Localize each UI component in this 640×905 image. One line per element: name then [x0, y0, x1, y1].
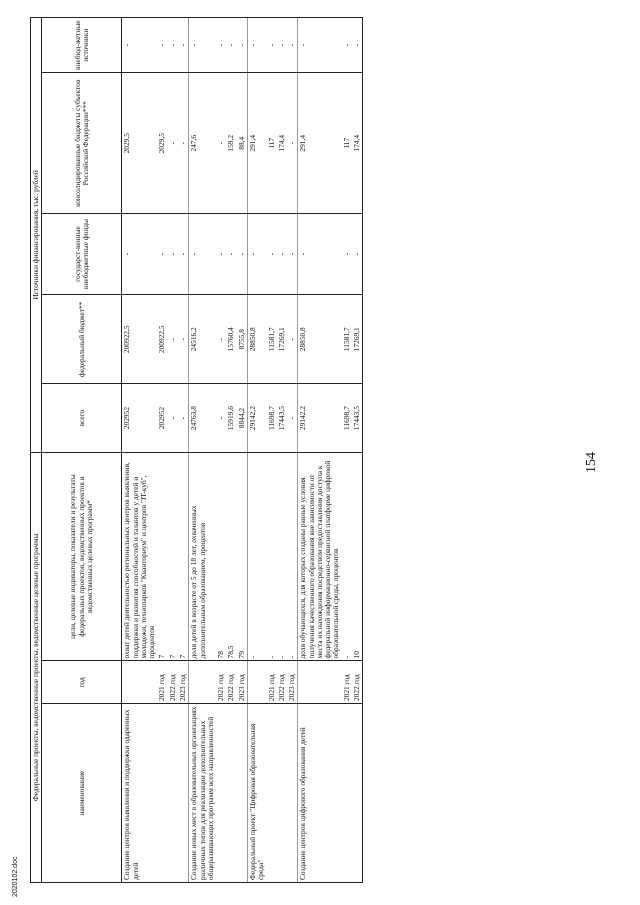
cell-name	[157, 704, 167, 883]
cell-federal: -	[178, 295, 189, 384]
cell-federal: 15760,4	[226, 295, 236, 384]
cell-regional: -	[216, 73, 226, 214]
cell-year: 2021 год	[342, 661, 352, 704]
table-row	[298, 18, 342, 883]
cell-offbudget: -	[352, 18, 363, 73]
cell-regional: 159,2	[226, 73, 236, 214]
cell-regional: 291,4	[247, 73, 266, 214]
cell-federal: -	[287, 295, 298, 384]
cell-year: 2023 год	[237, 661, 248, 704]
cell-state-funds: -	[298, 214, 342, 295]
cell-total: 8844,2	[237, 384, 248, 452]
cell-year: 2023 год	[287, 661, 298, 704]
cell-total: 17443,5	[277, 384, 287, 452]
cell-offbudget: -	[178, 18, 189, 73]
cell-federal: 8755,8	[237, 295, 248, 384]
cell-total: 29142,2	[298, 384, 342, 452]
table-row	[287, 18, 298, 883]
cell-indicator: 7	[157, 452, 167, 661]
cell-regional: 174,4	[277, 73, 287, 214]
cell-state-funds: -	[247, 214, 266, 295]
table-row	[122, 18, 158, 883]
cell-total: 11698,7	[267, 384, 277, 452]
cell-name	[168, 704, 178, 883]
cell-indicator: -	[342, 452, 352, 661]
cell-federal: 11581,7	[267, 295, 277, 384]
header-offbudget: внебюд-жетные источники	[42, 18, 122, 73]
cell-regional: 2029,5	[157, 73, 167, 214]
cell-regional: 117	[342, 73, 352, 214]
cell-state-funds: -	[189, 214, 216, 295]
cell-indicator: доля обучающихся, для которых созданы равные условия получения качественного образования вне зависимости от места их нахождения посредством предоставления доступа к федеральной информационно-сервисной платформе цифровой образовательной среды, процентов	[298, 452, 342, 661]
cell-total: -	[287, 384, 298, 452]
cell-offbudget: -	[216, 18, 226, 73]
cell-name	[342, 704, 352, 883]
cell-year: 2021 год	[157, 661, 167, 704]
table-row	[168, 18, 178, 883]
table-row	[226, 18, 236, 883]
cell-offbudget: -	[157, 18, 167, 73]
cell-total: -	[216, 384, 226, 452]
cell-name	[277, 704, 287, 883]
page-number: 154	[584, 452, 599, 473]
cell-offbudget: -	[247, 18, 266, 73]
cell-federal: -	[216, 295, 226, 384]
cell-indicator: 7	[178, 452, 189, 661]
cell-offbudget: -	[277, 18, 287, 73]
cell-regional: 88,4	[237, 73, 248, 214]
table-body	[122, 18, 363, 883]
cell-total: 17443,5	[352, 384, 363, 452]
cell-offbudget: -	[189, 18, 216, 73]
cell-year	[189, 661, 216, 704]
table-row	[189, 18, 216, 883]
cell-offbudget: -	[226, 18, 236, 73]
header-federal: федеральный бюджет**	[42, 295, 122, 384]
cell-offbudget: -	[287, 18, 298, 73]
cell-name	[178, 704, 189, 883]
cell-total: 202952	[122, 384, 158, 452]
cell-regional: 2029,5	[122, 73, 158, 214]
cell-offbudget: -	[342, 18, 352, 73]
cell-year: 2022 год	[277, 661, 287, 704]
cell-state-funds: -	[216, 214, 226, 295]
cell-federal: 200922,5	[122, 295, 158, 384]
cell-indicator: 10	[352, 452, 363, 661]
cell-state-funds: -	[352, 214, 363, 295]
cell-federal: 24516,2	[189, 295, 216, 384]
cell-name: Создание центров выявления и поддержки одаренных детей	[122, 704, 158, 883]
cell-name: Создание центров цифрового образования детей	[298, 704, 342, 883]
table-row	[267, 18, 277, 883]
cell-regional: -	[287, 73, 298, 214]
cell-indicator: доля детей в возрасте от 5 до 18 лет, охваченных дополнительным образованием, процентов	[189, 452, 216, 661]
cell-year: 2021 год	[216, 661, 226, 704]
cell-indicator: охват детей деятельностью региональных центров выявления, поддержки и развития способностей и талантов у детей и молодежи, технопарков "Кванториум" и центров "IT-куб", процентов	[122, 452, 158, 661]
cell-total: -	[178, 384, 189, 452]
cell-regional: 174,4	[352, 73, 363, 214]
cell-name: Федеральный проект "Цифровая образовательная среда"	[247, 704, 266, 883]
cell-offbudget: -	[267, 18, 277, 73]
cell-state-funds: -	[226, 214, 236, 295]
cell-indicator: 79	[237, 452, 248, 661]
cell-state-funds: -	[342, 214, 352, 295]
cell-total: 11698,7	[342, 384, 352, 452]
cell-name	[267, 704, 277, 883]
cell-year: 2023 год	[178, 661, 189, 704]
cell-indicator: -	[267, 452, 277, 661]
cell-indicator: -	[247, 452, 266, 661]
cell-state-funds: -	[178, 214, 189, 295]
cell-offbudget: -	[298, 18, 342, 73]
cell-offbudget: -	[168, 18, 178, 73]
cell-name	[352, 704, 363, 883]
table-row	[352, 18, 363, 883]
cell-state-funds: -	[168, 214, 178, 295]
cell-name: Создание новых мест в образовательных организациях различных типов для реализации дополнительных общеразвивающих программ всех направленностей	[189, 704, 216, 883]
cell-name	[216, 704, 226, 883]
header-total: всего	[42, 384, 122, 452]
cell-year: 2022 год	[168, 661, 178, 704]
cell-indicator: -	[287, 452, 298, 661]
cell-total: 15919,6	[226, 384, 236, 452]
cell-regional: -	[178, 73, 189, 214]
cell-federal: 28850,8	[298, 295, 342, 384]
cell-federal: 17269,1	[277, 295, 287, 384]
cell-regional: -	[168, 73, 178, 214]
cell-state-funds: -	[277, 214, 287, 295]
cell-indicator: 78	[216, 452, 226, 661]
financing-table	[30, 17, 363, 883]
table-row	[247, 18, 266, 883]
cell-federal: 200922,5	[157, 295, 167, 384]
cell-indicator: -	[277, 452, 287, 661]
cell-federal: 11581,7	[342, 295, 352, 384]
header-sources-group: Источники финансирования, тыс. рублей	[31, 18, 42, 453]
header-name: наименование	[42, 704, 122, 883]
table-row	[178, 18, 189, 883]
cell-name	[287, 704, 298, 883]
footer-doc-code: 2020102.doc	[12, 856, 19, 897]
cell-indicator: 78,5	[226, 452, 236, 661]
cell-year: 2021 год	[267, 661, 277, 704]
table-row	[237, 18, 248, 883]
header-year: год	[42, 661, 122, 704]
table-row	[342, 18, 352, 883]
table-row	[216, 18, 226, 883]
cell-state-funds: -	[287, 214, 298, 295]
cell-federal: 28850,8	[247, 295, 266, 384]
cell-year	[247, 661, 266, 704]
cell-federal: -	[168, 295, 178, 384]
cell-state-funds: -	[122, 214, 158, 295]
header-regional: консолидированные бюджеты субъектов Российской Федерации***	[42, 73, 122, 214]
cell-indicator: 7	[168, 452, 178, 661]
cell-year: 2022 год	[226, 661, 236, 704]
cell-regional: 247,6	[189, 73, 216, 214]
cell-total: 29142,2	[247, 384, 266, 452]
cell-total: -	[168, 384, 178, 452]
header-indicators: цели, целевые индикаторы, показатели и результаты федеральных проектов, ведомственных проектов и ведомственных целевых программ*	[42, 452, 122, 661]
cell-total: 24763,8	[189, 384, 216, 452]
cell-year	[298, 661, 342, 704]
cell-year	[122, 661, 158, 704]
table-row	[277, 18, 287, 883]
cell-regional: 117	[267, 73, 277, 214]
cell-state-funds: -	[267, 214, 277, 295]
cell-year: 2022 год	[352, 661, 363, 704]
header-projects-group: Федеральные проекты, ведомственные проекты, ведомственные целевые программы	[31, 452, 42, 882]
header-state-funds: государст-венные внебюджетные фонды	[42, 214, 122, 295]
cell-regional: 291,4	[298, 73, 342, 214]
cell-offbudget: -	[122, 18, 158, 73]
cell-state-funds: -	[237, 214, 248, 295]
cell-name	[226, 704, 236, 883]
cell-offbudget: -	[237, 18, 248, 73]
table-row	[157, 18, 167, 883]
cell-name	[237, 704, 248, 883]
cell-total: 202952	[157, 384, 167, 452]
cell-federal: 17269,1	[352, 295, 363, 384]
cell-state-funds: -	[157, 214, 167, 295]
